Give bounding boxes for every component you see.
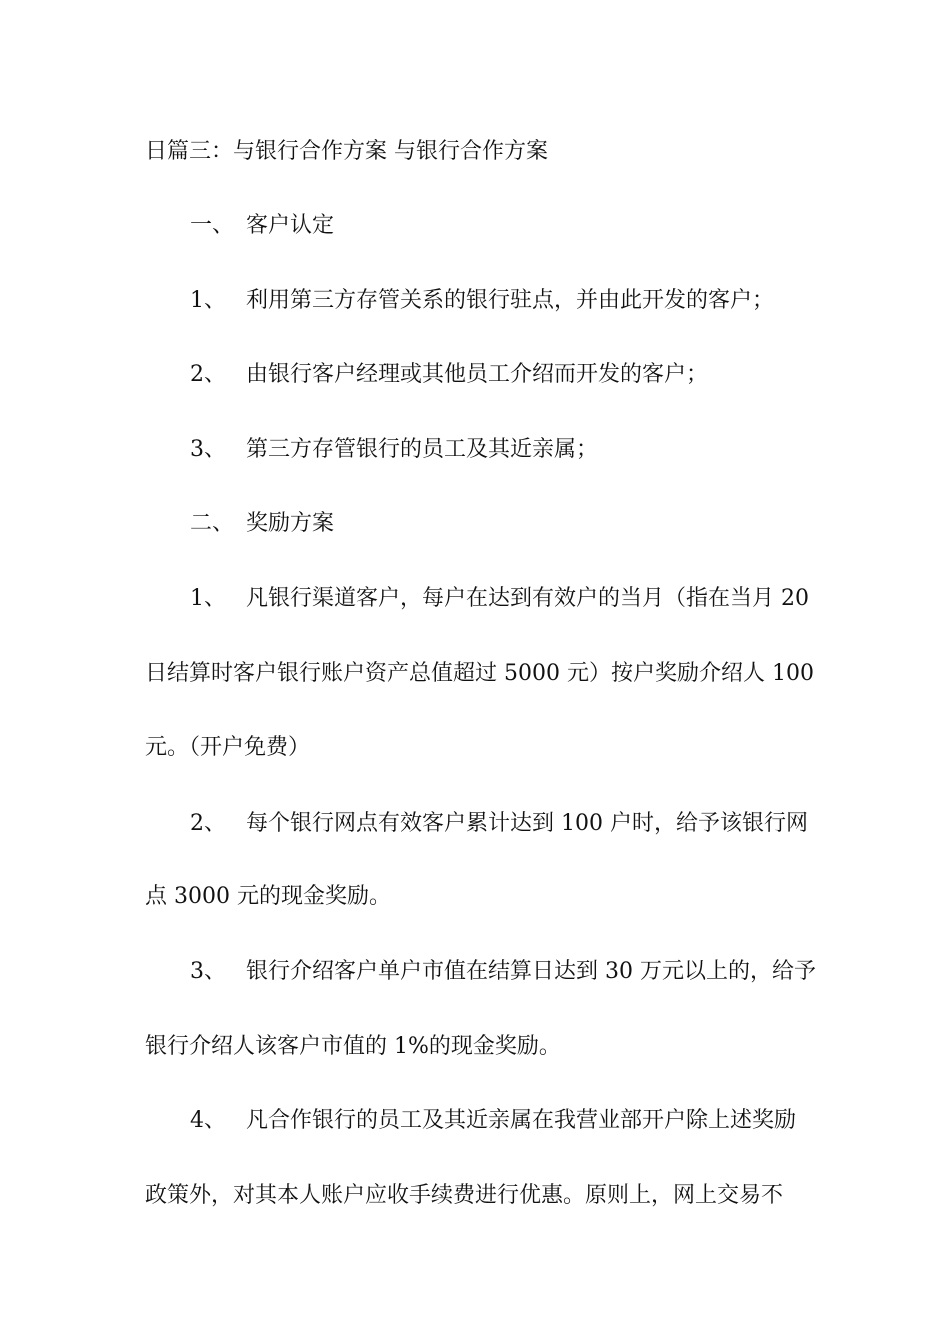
section2-item-1-text-1: 凡银行渠道客户，每户在达到有效户的当月（指在当月 20 bbox=[246, 586, 809, 611]
section2-marker: 二、 bbox=[190, 511, 235, 536]
section2-item-2-text-1: 每个银行网点有效客户累计达到 100 户时，给予该银行网 bbox=[246, 811, 808, 836]
section1-item-3-text: 第三方存管银行的员工及其近亲属； bbox=[246, 437, 599, 462]
section1-item-2 bbox=[190, 359, 860, 391]
section2-item-3-text-2: 银行介绍人该客户市值的 1%的现金奖励。 bbox=[145, 1034, 561, 1059]
section1-heading bbox=[190, 210, 860, 242]
section1-item-3-marker: 3、 bbox=[190, 437, 226, 462]
section2-item-2-line-2 bbox=[145, 881, 815, 913]
section1-item-3 bbox=[190, 434, 860, 466]
section2-item-1-marker: 1、 bbox=[190, 586, 226, 611]
section1-item-2-text: 由银行客户经理或其他员工介绍而开发的客户； bbox=[246, 362, 709, 387]
document-title-text: 日篇三：与银行合作方案 与银行合作方案 bbox=[145, 139, 548, 164]
section2-item-4-line-2 bbox=[145, 1180, 815, 1212]
section2-item-4-marker: 4、 bbox=[190, 1108, 226, 1133]
section2-item-2-marker: 2、 bbox=[190, 811, 226, 836]
section2-item-1-line-1 bbox=[190, 583, 860, 615]
section1-item-1-marker: 1、 bbox=[190, 288, 226, 313]
section2-item-3-line-1 bbox=[190, 956, 860, 988]
section1-marker: 一、 bbox=[190, 213, 235, 238]
section1-heading-text: 客户认定 bbox=[246, 213, 335, 238]
section2-item-2-text-2: 点 3000 元的现金奖励。 bbox=[145, 884, 391, 909]
section2-item-4-line-1 bbox=[190, 1105, 860, 1137]
section2-heading bbox=[190, 508, 860, 540]
section2-item-4-text-1: 凡合作银行的员工及其近亲属在我营业部开户除上述奖励 bbox=[246, 1108, 797, 1133]
section1-item-1-text: 利用第三方存管关系的银行驻点，并由此开发的客户； bbox=[246, 288, 775, 313]
section2-item-1-text-3: 元。（开户免费） bbox=[145, 735, 311, 760]
section2-item-3-text-1: 银行介绍客户单户市值在结算日达到 30 万元以上的，给予 bbox=[246, 959, 816, 984]
section1-item-2-marker: 2、 bbox=[190, 362, 226, 387]
section2-item-1-line-3 bbox=[145, 732, 815, 764]
section2-item-3-line-2 bbox=[145, 1031, 815, 1063]
section1-item-1 bbox=[190, 285, 860, 317]
section2-heading-text: 奖励方案 bbox=[246, 511, 335, 536]
section2-item-4-text-2: 政策外，对其本人账户应收手续费进行优惠。原则上，网上交易不 bbox=[145, 1183, 784, 1208]
section2-item-1-line-2 bbox=[145, 658, 815, 690]
section2-item-3-marker: 3、 bbox=[190, 959, 226, 984]
section2-item-2-line-1 bbox=[190, 808, 860, 840]
document-title bbox=[145, 136, 815, 168]
section2-item-1-text-2: 日结算时客户银行账户资产总值超过 5000 元）按户奖励介绍人 100 bbox=[145, 661, 814, 686]
